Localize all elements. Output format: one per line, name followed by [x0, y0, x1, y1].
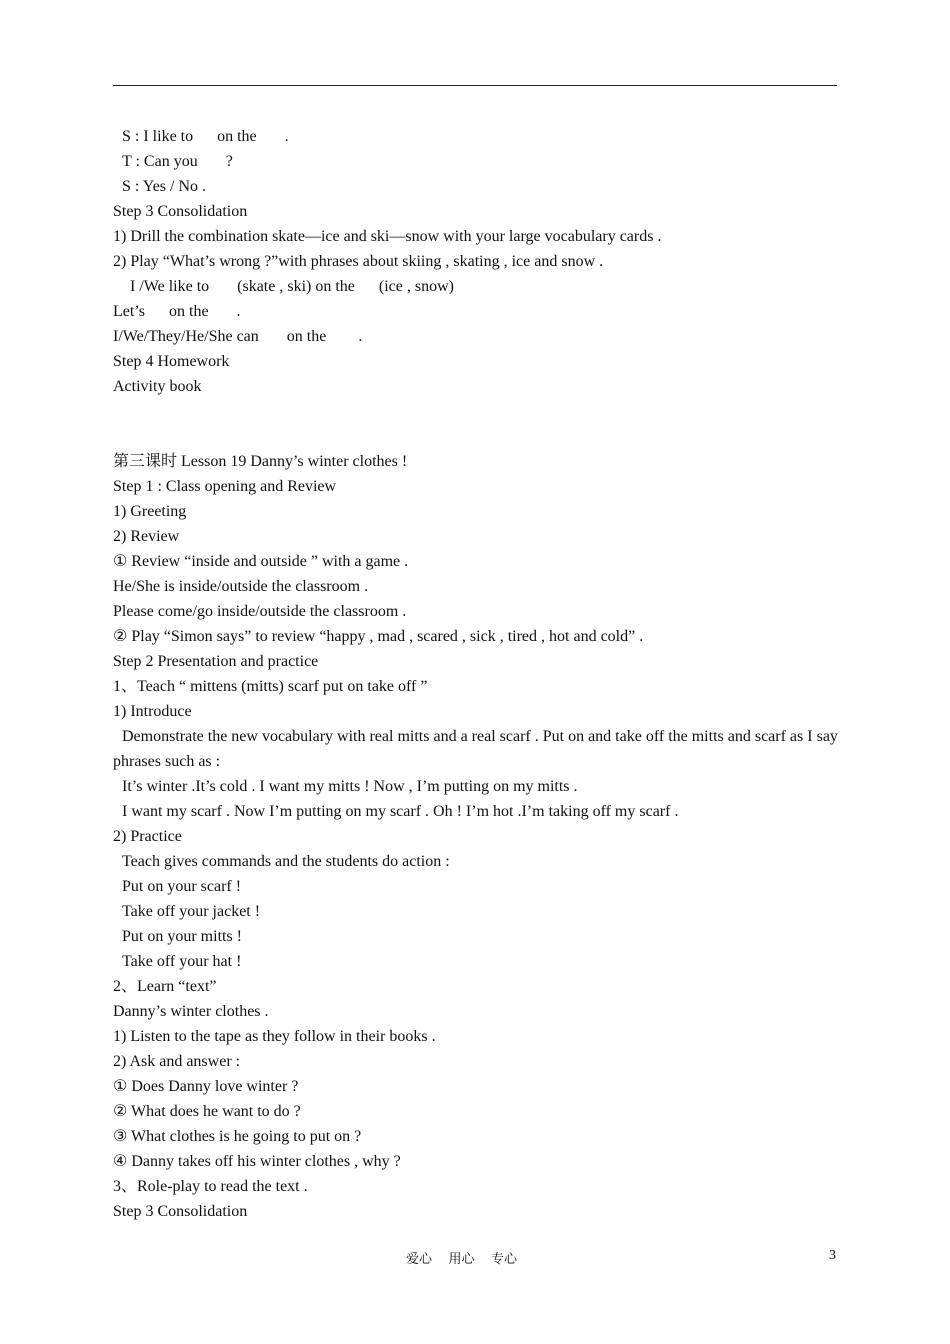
step-heading: Step 3 Consolidation	[113, 1203, 248, 1220]
text-line: It’s winter .It’s cold . I want my mitts ! Now , I’m putting on my mitts .	[122, 778, 578, 795]
text-line: 3、Role-play to read the text .	[113, 1178, 308, 1195]
text-line: I/We/They/He/She can on the .	[113, 328, 363, 345]
text-line: ③ What clothes is he going to put on ?	[113, 1128, 362, 1145]
text-line: T : Can you ?	[122, 153, 233, 170]
text-line: He/She is inside/outside the classroom .	[113, 578, 369, 595]
text-line: Let’s on the .	[113, 303, 241, 320]
document-body	[113, 124, 839, 1224]
step-heading: Step 1 : Class opening and Review	[113, 478, 337, 495]
text-line: 1、Teach “ mittens (mitts) scarf put on take off ”	[113, 678, 428, 695]
text-line: I want my scarf . Now I’m putting on my scarf . Oh ! I’m hot .I’m taking off my scarf .	[122, 803, 679, 820]
text-line: Put on your scarf !	[122, 878, 242, 895]
text-line: 1) Drill the combination skate—ice and ski—snow with your large vocabulary cards .	[113, 228, 662, 245]
text-line: S : I like to on the .	[122, 128, 289, 145]
text-line: Take off your hat !	[122, 953, 242, 970]
text-line: Please come/go inside/outside the classroom .	[113, 603, 407, 620]
paragraph: Demonstrate the new vocabulary with real mitts and a real scarf . Put on and take off the mitts and scarf as I say phrases such as :	[113, 728, 838, 770]
step-heading: Step 2 Presentation and practice	[113, 653, 319, 670]
text-line: ② Play “Simon says” to review “happy , mad , scared , sick , tired , hot and cold” .	[113, 628, 644, 645]
text-line: 1) Introduce	[113, 703, 192, 720]
text-line: Take off your jacket !	[122, 903, 261, 920]
text-line: 2) Practice	[113, 828, 182, 845]
text-line: 1) Greeting	[113, 503, 187, 520]
text-line: ① Does Danny love winter ?	[113, 1078, 299, 1095]
text-line: ① Review “inside and outside ” with a game .	[113, 553, 409, 570]
lesson-title: 第三课时 Lesson 19 Danny’s winter clothes !	[113, 453, 408, 470]
text-line: 2) Ask and answer :	[113, 1053, 241, 1070]
text-line: ② What does he want to do ?	[113, 1103, 301, 1120]
text-line: I /We like to (skate , ski) on the (ice , snow)	[130, 278, 454, 295]
text-line: Activity book	[113, 378, 202, 395]
page-number: 3	[829, 1248, 836, 1263]
text-line: S : Yes / No .	[122, 178, 207, 195]
step-heading: Step 4 Homework	[113, 353, 230, 370]
text-line: Teach gives commands and the students do action :	[122, 853, 450, 870]
text-line: Put on your mitts !	[122, 928, 243, 945]
text-line: 2、Learn “text”	[113, 978, 217, 995]
text-line: Danny’s winter clothes .	[113, 1003, 269, 1020]
text-line: 1) Listen to the tape as they follow in their books .	[113, 1028, 436, 1045]
header-rule	[113, 85, 837, 86]
step-heading: Step 3 Consolidation	[113, 203, 248, 220]
text-line: 2) Play “What’s wrong ?”with phrases about skiing , skating , ice and snow .	[113, 253, 604, 270]
text-line: ④ Danny takes off his winter clothes , why ?	[113, 1153, 401, 1170]
text-line: 2) Review	[113, 528, 180, 545]
footer-motto: 爱心 用心 专心	[406, 1252, 518, 1267]
